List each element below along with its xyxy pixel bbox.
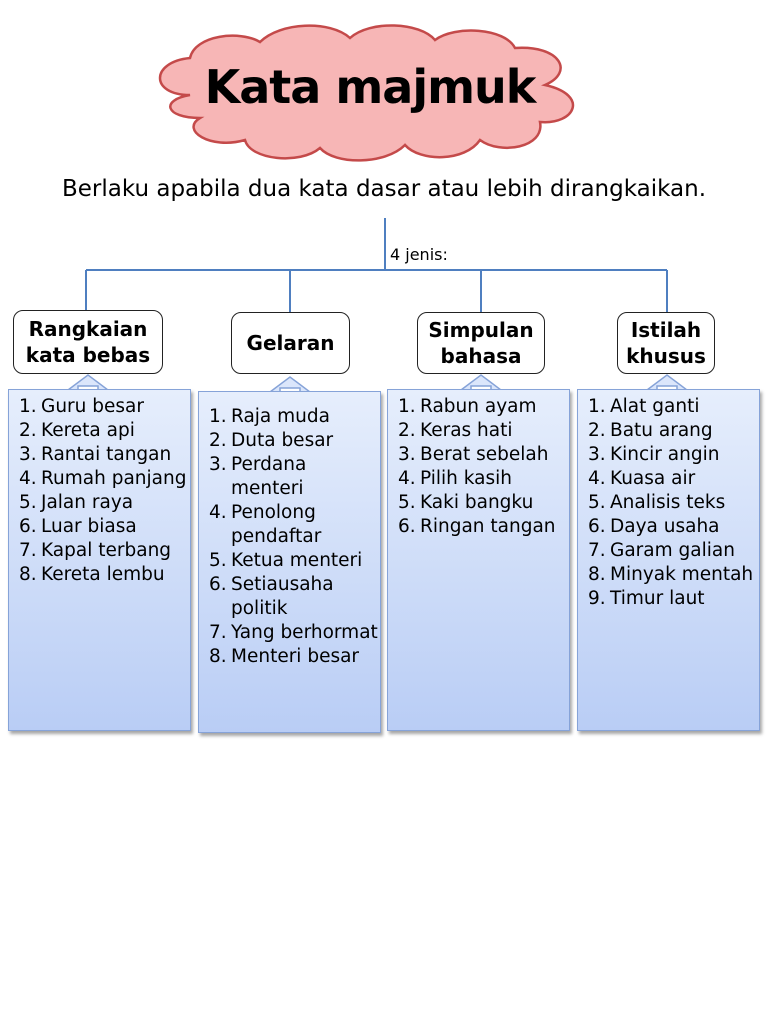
list-item	[19, 419, 190, 443]
list-item-number: 5.	[19, 492, 37, 513]
list-item-number: 6.	[588, 516, 606, 537]
list-item-number: 2.	[398, 420, 416, 441]
list-item	[209, 549, 380, 573]
list-item-text: Raja muda	[231, 406, 330, 427]
list-item-text: Rabun ayam	[420, 396, 537, 417]
list-item-number: 1.	[19, 396, 37, 417]
list-item	[588, 491, 759, 515]
list-item-number: 1.	[398, 396, 416, 417]
list-item-text: Rumah panjang	[41, 468, 187, 489]
list-item-text: Timur laut	[610, 588, 705, 609]
list-item-text: Guru besar	[41, 396, 144, 417]
example-list	[19, 395, 190, 587]
list-item-text: Penolong pendaftar	[231, 502, 322, 547]
list-item-number: 8.	[209, 646, 227, 667]
list-item-number: 7.	[588, 540, 606, 561]
list-item-number: 3.	[398, 444, 416, 465]
list-item-number: 1.	[588, 396, 606, 417]
example-list	[209, 405, 380, 669]
list-item-text: Berat sebelah	[420, 444, 549, 465]
list-item-text: Kincir angin	[610, 444, 720, 465]
list-item	[19, 467, 190, 491]
category-heading-text: Simpulan bahasa	[428, 318, 534, 368]
list-item-text: Minyak mentah	[610, 564, 754, 585]
list-item	[398, 395, 569, 419]
list-item-number: 2.	[588, 420, 606, 441]
list-item	[209, 453, 380, 501]
list-item-number: 7.	[19, 540, 37, 561]
list-item-text: Jalan raya	[41, 492, 134, 513]
list-item-number: 4.	[398, 468, 416, 489]
page-title: Kata majmuk	[204, 60, 536, 114]
list-item-text: Alat ganti	[610, 396, 700, 417]
list-item	[398, 419, 569, 443]
list-item-text: Menteri besar	[231, 646, 360, 667]
list-item	[209, 645, 380, 669]
list-item	[209, 429, 380, 453]
list-item	[19, 539, 190, 563]
list-item-text: Keras hati	[420, 420, 513, 441]
list-item	[19, 563, 190, 587]
list-item-number: 2.	[209, 430, 227, 451]
list-istilah	[577, 389, 760, 731]
list-item-text: Pilih kasih	[420, 468, 513, 489]
list-item	[19, 395, 190, 419]
list-item-text: Ringan tangan	[420, 516, 556, 537]
example-list	[398, 395, 569, 539]
category-heading-rangkaian	[13, 310, 163, 374]
list-item	[209, 573, 380, 621]
category-heading-istilah	[617, 312, 715, 374]
list-item-number: 2.	[19, 420, 37, 441]
category-heading-text: Istilah khusus	[626, 318, 706, 368]
list-item-text: Perdana menteri	[231, 454, 307, 499]
list-item	[209, 501, 380, 549]
list-item-number: 3.	[19, 444, 37, 465]
list-rangkaian	[8, 389, 191, 731]
list-item-text: Kaki bangku	[420, 492, 534, 513]
list-item	[398, 467, 569, 491]
list-item-text: Setiausaha politik	[231, 574, 334, 619]
list-item-number: 6.	[398, 516, 416, 537]
list-item-text: Kapal terbang	[41, 540, 172, 561]
list-item-number: 4.	[19, 468, 37, 489]
list-item-text: Kuasa air	[610, 468, 696, 489]
list-item-text: Kereta api	[41, 420, 135, 441]
example-list	[588, 395, 759, 611]
category-heading-text: Gelaran	[246, 331, 335, 355]
list-item-text: Yang berhormat	[231, 622, 378, 643]
category-heading-gelaran	[231, 312, 350, 374]
list-item	[398, 515, 569, 539]
list-item-number: 4.	[209, 502, 227, 523]
list-item	[398, 443, 569, 467]
list-simpulan	[387, 389, 570, 731]
list-item-text: Kereta lembu	[41, 564, 165, 585]
list-item	[588, 467, 759, 491]
category-heading-simpulan	[417, 312, 545, 374]
list-item-number: 5.	[209, 550, 227, 571]
list-item-number: 6.	[19, 516, 37, 537]
list-item	[19, 443, 190, 467]
list-item	[588, 515, 759, 539]
list-item-text: Garam galian	[610, 540, 735, 561]
list-gelaran	[198, 391, 381, 733]
list-item-number: 9.	[588, 588, 606, 609]
list-item	[19, 491, 190, 515]
list-item	[588, 419, 759, 443]
list-item-text: Daya usaha	[610, 516, 720, 537]
list-item	[398, 491, 569, 515]
list-item-number: 5.	[588, 492, 606, 513]
list-item-text: Ketua menteri	[231, 550, 363, 571]
list-item-number: 1.	[209, 406, 227, 427]
list-item-number: 6.	[209, 574, 227, 595]
list-item	[209, 405, 380, 429]
list-item-text: Luar biasa	[41, 516, 137, 537]
list-item	[588, 587, 759, 611]
list-item	[588, 443, 759, 467]
list-item-number: 3.	[588, 444, 606, 465]
list-item-text: Analisis teks	[610, 492, 726, 513]
branch-label: 4 jenis:	[390, 245, 448, 264]
list-item-number: 3.	[209, 454, 227, 475]
list-item	[19, 515, 190, 539]
category-heading-text: Rangkaian kata bebas	[25, 317, 151, 367]
list-item-number: 8.	[588, 564, 606, 585]
definition-text: Berlaku apabila dua kata dasar atau lebih dirangkaikan.	[61, 176, 707, 202]
list-item	[209, 621, 380, 645]
list-item	[588, 395, 759, 419]
list-item-text: Batu arang	[610, 420, 713, 441]
list-item	[588, 563, 759, 587]
list-item-text: Duta besar	[231, 430, 334, 451]
list-item-number: 4.	[588, 468, 606, 489]
list-item-text: Rantai tangan	[41, 444, 172, 465]
list-item-number: 7.	[209, 622, 227, 643]
list-item-number: 8.	[19, 564, 37, 585]
list-item	[588, 539, 759, 563]
list-item-number: 5.	[398, 492, 416, 513]
